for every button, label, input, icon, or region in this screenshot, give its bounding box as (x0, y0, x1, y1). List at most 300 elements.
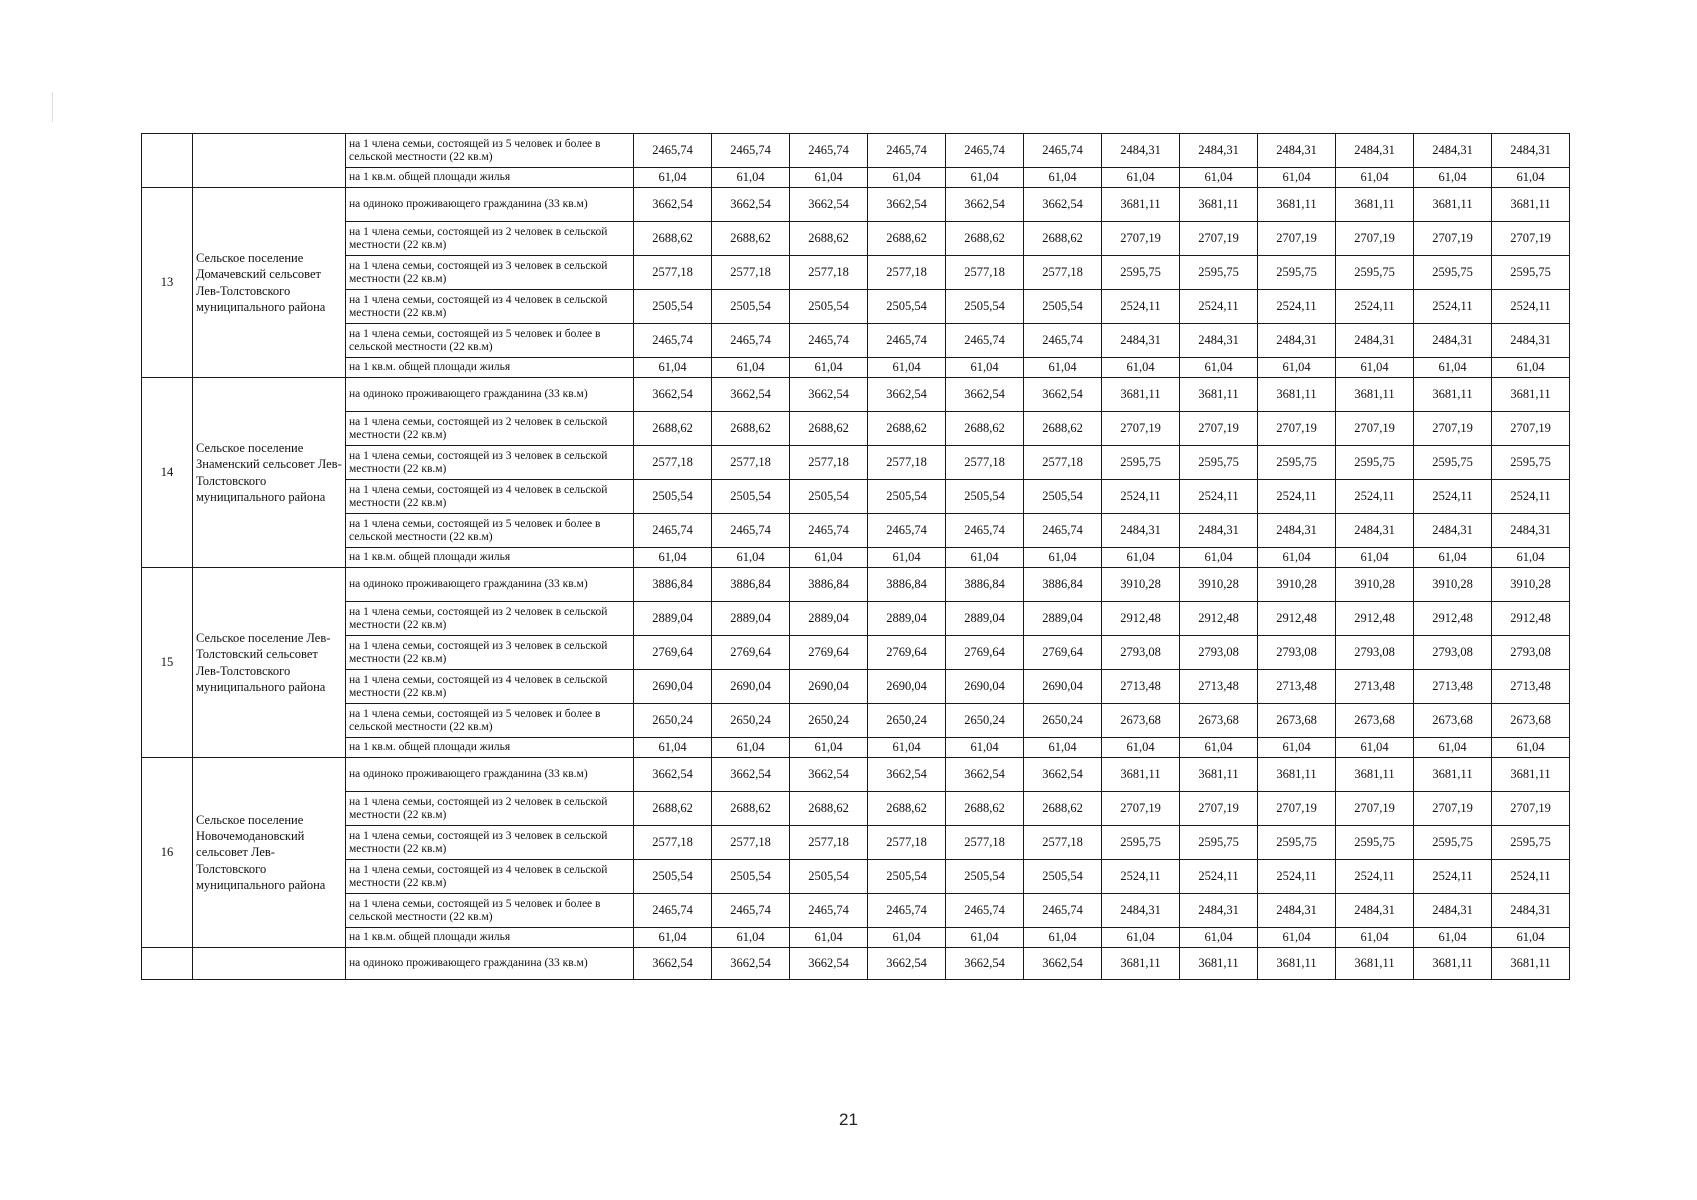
value-cell: 3662,54 (1024, 188, 1102, 222)
value-cell: 2465,74 (634, 894, 712, 928)
value-cell: 3681,11 (1102, 378, 1180, 412)
table-row (142, 704, 1570, 738)
value-cell: 2595,75 (1492, 446, 1570, 480)
value-cell: 3662,54 (634, 948, 712, 980)
value-cell: 61,04 (1336, 738, 1414, 758)
table-row (142, 738, 1570, 758)
norm-category-label: на 1 члена семьи, состоящей из 3 человек в сельской местности (22 кв.м) (349, 830, 608, 855)
value-cell: 61,04 (1258, 358, 1336, 378)
value-cell: 2707,19 (1102, 412, 1180, 446)
value-cell: 2484,31 (1492, 324, 1570, 358)
value-cell: 61,04 (868, 548, 946, 568)
value-cell: 61,04 (946, 548, 1024, 568)
value-cell: 3662,54 (946, 758, 1024, 792)
table-row (142, 548, 1570, 568)
value-cell: 2505,54 (868, 860, 946, 894)
value-cell: 2505,54 (790, 290, 868, 324)
value-cell: 2688,62 (1024, 792, 1102, 826)
value-cell: 2769,64 (946, 636, 1024, 670)
value-cell: 2577,18 (946, 446, 1024, 480)
value-cell: 61,04 (712, 168, 790, 188)
value-cell: 3662,54 (634, 378, 712, 412)
norm-category-label: на одиноко проживающего гражданина (33 кв.м) (349, 388, 588, 401)
value-cell: 2465,74 (946, 134, 1024, 168)
value-cell: 2577,18 (868, 256, 946, 290)
settlement-name (193, 134, 346, 188)
value-cell: 2650,24 (946, 704, 1024, 738)
value-cell: 2465,74 (634, 134, 712, 168)
value-cell: 2707,19 (1336, 412, 1414, 446)
value-cell: 3681,11 (1414, 948, 1492, 980)
value-cell: 2484,31 (1258, 134, 1336, 168)
value-cell: 61,04 (1492, 358, 1570, 378)
value-cell: 3681,11 (1414, 758, 1492, 792)
norm-category-label: на 1 члена семьи, состоящей из 2 человек в сельской местности (22 кв.м) (349, 796, 608, 821)
value-cell: 3662,54 (712, 758, 790, 792)
value-cell: 2577,18 (1024, 446, 1102, 480)
value-cell: 61,04 (634, 168, 712, 188)
table-row (142, 792, 1570, 826)
value-cell: 2505,54 (712, 480, 790, 514)
norm-category (346, 290, 634, 324)
value-cell: 3910,28 (1336, 568, 1414, 602)
value-cell: 2793,08 (1336, 636, 1414, 670)
value-cell: 61,04 (1024, 548, 1102, 568)
norm-category-label: на 1 члена семьи, состоящей из 4 человек в сельской местности (22 кв.м) (349, 674, 608, 699)
value-cell: 61,04 (712, 548, 790, 568)
value-cell: 3910,28 (1414, 568, 1492, 602)
value-cell: 2713,48 (1102, 670, 1180, 704)
value-cell: 2465,74 (1024, 324, 1102, 358)
value-cell: 2484,31 (1102, 894, 1180, 928)
value-cell: 3886,84 (790, 568, 868, 602)
value-cell: 61,04 (868, 358, 946, 378)
value-cell: 61,04 (1336, 548, 1414, 568)
norm-category-label: на 1 кв.м. общей площади жилья (349, 551, 511, 564)
value-cell: 2688,62 (790, 412, 868, 446)
value-cell: 2912,48 (1258, 602, 1336, 636)
value-cell: 61,04 (946, 358, 1024, 378)
value-cell: 2505,54 (868, 290, 946, 324)
value-cell: 2524,11 (1180, 480, 1258, 514)
settlement-name: Сельское поселение Знаменский сельсовет Лев-Толстовского муниципального района (193, 378, 346, 568)
value-cell: 2650,24 (790, 704, 868, 738)
value-cell: 2577,18 (712, 826, 790, 860)
norm-category-label: на 1 члена семьи, состоящей из 5 человек и более в сельской местности (22 кв.м) (349, 708, 601, 733)
value-cell: 61,04 (868, 738, 946, 758)
value-cell: 2595,75 (1258, 256, 1336, 290)
value-cell: 2688,62 (712, 222, 790, 256)
value-cell: 3662,54 (634, 758, 712, 792)
value-cell: 2465,74 (790, 134, 868, 168)
value-cell: 2707,19 (1258, 792, 1336, 826)
value-cell: 61,04 (1180, 548, 1258, 568)
value-cell: 3910,28 (1492, 568, 1570, 602)
value-cell: 2707,19 (1414, 222, 1492, 256)
value-cell: 2484,31 (1492, 134, 1570, 168)
table-row (142, 378, 1570, 412)
value-cell: 2524,11 (1102, 290, 1180, 324)
value-cell: 2465,74 (790, 324, 868, 358)
norm-category (346, 792, 634, 826)
value-cell: 2769,64 (790, 636, 868, 670)
value-cell: 2524,11 (1336, 290, 1414, 324)
norm-category-label: на одиноко проживающего гражданина (33 кв.м) (349, 957, 588, 970)
value-cell: 3681,11 (1180, 188, 1258, 222)
value-cell: 2465,74 (790, 514, 868, 548)
value-cell: 2595,75 (1102, 446, 1180, 480)
value-cell: 2707,19 (1492, 792, 1570, 826)
value-cell: 3681,11 (1336, 378, 1414, 412)
value-cell: 3681,11 (1180, 948, 1258, 980)
value-cell: 3662,54 (712, 378, 790, 412)
value-cell: 2595,75 (1336, 446, 1414, 480)
norm-category (346, 256, 634, 290)
norm-category (346, 636, 634, 670)
value-cell: 2793,08 (1180, 636, 1258, 670)
norm-category (346, 670, 634, 704)
value-cell: 2690,04 (712, 670, 790, 704)
value-cell: 2524,11 (1492, 290, 1570, 324)
value-cell: 3681,11 (1180, 378, 1258, 412)
value-cell: 2707,19 (1492, 222, 1570, 256)
value-cell: 2595,75 (1414, 256, 1492, 290)
value-cell: 2484,31 (1180, 514, 1258, 548)
norm-category (346, 168, 634, 188)
value-cell: 61,04 (1180, 928, 1258, 948)
norm-category (346, 860, 634, 894)
table-row (142, 894, 1570, 928)
value-cell: 61,04 (1102, 738, 1180, 758)
value-cell: 3681,11 (1258, 188, 1336, 222)
table-row (142, 826, 1570, 860)
value-cell: 2688,62 (868, 222, 946, 256)
value-cell: 3662,54 (1024, 758, 1102, 792)
value-cell: 3681,11 (1492, 948, 1570, 980)
value-cell: 2577,18 (790, 256, 868, 290)
settlement-name (193, 948, 346, 980)
value-cell: 2465,74 (1024, 514, 1102, 548)
value-cell: 2912,48 (1336, 602, 1414, 636)
table-row (142, 446, 1570, 480)
value-cell: 2707,19 (1102, 792, 1180, 826)
value-cell: 3662,54 (868, 758, 946, 792)
value-cell: 61,04 (868, 928, 946, 948)
value-cell: 2707,19 (1492, 412, 1570, 446)
value-cell: 2688,62 (712, 792, 790, 826)
value-cell: 3681,11 (1258, 758, 1336, 792)
value-cell: 2465,74 (946, 514, 1024, 548)
value-cell: 2673,68 (1258, 704, 1336, 738)
norm-category (346, 548, 634, 568)
value-cell: 2524,11 (1102, 860, 1180, 894)
value-cell: 61,04 (1492, 168, 1570, 188)
value-cell: 2577,18 (634, 826, 712, 860)
norm-category (346, 568, 634, 602)
norm-category (346, 134, 634, 168)
value-cell: 2484,31 (1180, 894, 1258, 928)
value-cell: 2577,18 (946, 256, 1024, 290)
value-cell: 2688,62 (634, 412, 712, 446)
value-cell: 3662,54 (790, 948, 868, 980)
value-cell: 2595,75 (1180, 446, 1258, 480)
value-cell: 2577,18 (868, 446, 946, 480)
value-cell: 61,04 (1180, 358, 1258, 378)
value-cell: 2505,54 (1024, 290, 1102, 324)
value-cell: 2707,19 (1336, 222, 1414, 256)
value-cell: 2650,24 (712, 704, 790, 738)
value-cell: 2505,54 (946, 290, 1024, 324)
value-cell: 3662,54 (946, 378, 1024, 412)
value-cell: 2688,62 (946, 412, 1024, 446)
value-cell: 2484,31 (1414, 514, 1492, 548)
value-cell: 2524,11 (1258, 290, 1336, 324)
value-cell: 2465,74 (712, 514, 790, 548)
page-number: 21 (839, 1110, 858, 1129)
value-cell: 2484,31 (1258, 894, 1336, 928)
value-cell: 3681,11 (1492, 188, 1570, 222)
value-cell: 2912,48 (1180, 602, 1258, 636)
settlement-name: Сельское поселение Новочемодановский сельсовет Лев-Толстовского муниципального района (193, 758, 346, 948)
norm-category-label: на 1 члена семьи, состоящей из 2 человек в сельской местности (22 кв.м) (349, 416, 608, 441)
value-cell: 2769,64 (712, 636, 790, 670)
value-cell: 2912,48 (1102, 602, 1180, 636)
norm-category-label: на одиноко проживающего гражданина (33 кв.м) (349, 768, 588, 781)
value-cell: 3662,54 (634, 188, 712, 222)
table-row (142, 222, 1570, 256)
value-cell: 2595,75 (1336, 826, 1414, 860)
value-cell: 3681,11 (1258, 378, 1336, 412)
norm-category-label: на 1 члена семьи, состоящей из 4 человек в сельской местности (22 кв.м) (349, 484, 608, 509)
value-cell: 2595,75 (1414, 826, 1492, 860)
value-cell: 61,04 (946, 738, 1024, 758)
value-cell: 2793,08 (1258, 636, 1336, 670)
value-cell: 2673,68 (1102, 704, 1180, 738)
value-cell: 2484,31 (1336, 134, 1414, 168)
value-cell: 2595,75 (1492, 826, 1570, 860)
value-cell: 2673,68 (1180, 704, 1258, 738)
value-cell: 2690,04 (1024, 670, 1102, 704)
value-cell: 3681,11 (1258, 948, 1336, 980)
value-cell: 2505,54 (868, 480, 946, 514)
value-cell: 2505,54 (634, 290, 712, 324)
value-cell: 2484,31 (1414, 324, 1492, 358)
norm-category (346, 412, 634, 446)
norm-category-label: на одиноко проживающего гражданина (33 кв.м) (349, 578, 588, 591)
value-cell: 2465,74 (868, 324, 946, 358)
value-cell: 2524,11 (1414, 290, 1492, 324)
value-cell: 2650,24 (1024, 704, 1102, 738)
value-cell: 2707,19 (1180, 792, 1258, 826)
value-cell: 2484,31 (1258, 324, 1336, 358)
value-cell: 2524,11 (1258, 860, 1336, 894)
value-cell: 61,04 (1258, 738, 1336, 758)
value-cell: 2713,48 (1180, 670, 1258, 704)
value-cell: 2484,31 (1336, 514, 1414, 548)
value-cell: 2707,19 (1180, 222, 1258, 256)
value-cell: 2524,11 (1258, 480, 1336, 514)
value-cell: 2793,08 (1102, 636, 1180, 670)
norm-category (346, 222, 634, 256)
norm-category (346, 894, 634, 928)
settlement-number: 14 (142, 378, 193, 568)
value-cell: 2524,11 (1102, 480, 1180, 514)
table-row (142, 256, 1570, 290)
value-cell: 61,04 (790, 168, 868, 188)
value-cell: 3662,54 (946, 948, 1024, 980)
value-cell: 3681,11 (1414, 188, 1492, 222)
value-cell: 2889,04 (1024, 602, 1102, 636)
value-cell: 2484,31 (1492, 514, 1570, 548)
value-cell: 2505,54 (790, 860, 868, 894)
table-row (142, 480, 1570, 514)
value-cell: 2769,64 (634, 636, 712, 670)
value-cell: 61,04 (946, 168, 1024, 188)
value-cell: 2793,08 (1492, 636, 1570, 670)
value-cell: 2465,74 (868, 894, 946, 928)
value-cell: 2465,74 (1024, 134, 1102, 168)
value-cell: 2505,54 (712, 860, 790, 894)
value-cell: 61,04 (790, 928, 868, 948)
value-cell: 2650,24 (868, 704, 946, 738)
value-cell: 61,04 (712, 928, 790, 948)
norm-category-label: на 1 члена семьи, состоящей из 3 человек в сельской местности (22 кв.м) (349, 640, 608, 665)
norm-category-label: на 1 кв.м. общей площади жилья (349, 171, 511, 184)
value-cell: 61,04 (1492, 738, 1570, 758)
value-cell: 61,04 (634, 548, 712, 568)
value-cell: 2505,54 (946, 860, 1024, 894)
norm-category (346, 188, 634, 222)
value-cell: 2484,31 (1102, 514, 1180, 548)
value-cell: 3681,11 (1492, 378, 1570, 412)
value-cell: 3886,84 (868, 568, 946, 602)
value-cell: 2595,75 (1102, 256, 1180, 290)
value-cell: 2688,62 (790, 792, 868, 826)
value-cell: 2595,75 (1258, 826, 1336, 860)
value-cell: 3662,54 (712, 188, 790, 222)
value-cell: 61,04 (1414, 548, 1492, 568)
value-cell: 2577,18 (946, 826, 1024, 860)
table-row (142, 134, 1570, 168)
value-cell: 2713,48 (1336, 670, 1414, 704)
value-cell: 61,04 (946, 928, 1024, 948)
table-row (142, 948, 1570, 980)
value-cell: 3681,11 (1336, 948, 1414, 980)
value-cell: 2577,18 (634, 256, 712, 290)
value-cell: 2595,75 (1180, 256, 1258, 290)
value-cell: 2889,04 (868, 602, 946, 636)
value-cell: 2690,04 (946, 670, 1024, 704)
value-cell: 2673,68 (1336, 704, 1414, 738)
value-cell: 61,04 (634, 358, 712, 378)
value-cell: 3662,54 (868, 378, 946, 412)
value-cell: 2505,54 (634, 860, 712, 894)
value-cell: 61,04 (1102, 928, 1180, 948)
value-cell: 2688,62 (868, 792, 946, 826)
value-cell: 2595,75 (1336, 256, 1414, 290)
value-cell: 2524,11 (1180, 860, 1258, 894)
value-cell: 61,04 (1102, 358, 1180, 378)
value-cell: 61,04 (790, 548, 868, 568)
value-cell: 2707,19 (1414, 412, 1492, 446)
norm-category-label: на одиноко проживающего гражданина (33 кв.м) (349, 198, 588, 211)
settlement-number: 15 (142, 568, 193, 758)
norm-category (346, 758, 634, 792)
value-cell: 3886,84 (946, 568, 1024, 602)
settlement-number (142, 134, 193, 188)
value-cell: 3681,11 (1102, 188, 1180, 222)
value-cell: 2688,62 (1024, 412, 1102, 446)
value-cell: 2912,48 (1492, 602, 1570, 636)
value-cell: 61,04 (1024, 738, 1102, 758)
norm-category-label: на 1 кв.м. общей площади жилья (349, 931, 511, 944)
norm-category-label: на 1 члена семьи, состоящей из 5 человек и более в сельской местности (22 кв.м) (349, 898, 601, 923)
value-cell: 2577,18 (1024, 826, 1102, 860)
value-cell: 61,04 (1180, 738, 1258, 758)
norm-category-label: на 1 члена семьи, состоящей из 2 человек в сельской местности (22 кв.м) (349, 226, 608, 251)
value-cell: 2465,74 (946, 894, 1024, 928)
value-cell: 61,04 (634, 738, 712, 758)
value-cell: 61,04 (1414, 358, 1492, 378)
value-cell: 61,04 (712, 738, 790, 758)
value-cell: 2688,62 (868, 412, 946, 446)
value-cell: 2465,74 (634, 514, 712, 548)
table-row (142, 324, 1570, 358)
table-body (142, 134, 1570, 980)
value-cell: 2484,31 (1414, 134, 1492, 168)
settlement-number: 16 (142, 758, 193, 948)
value-cell: 2595,75 (1180, 826, 1258, 860)
value-cell: 61,04 (1414, 738, 1492, 758)
value-cell: 2505,54 (1024, 860, 1102, 894)
table-row (142, 568, 1570, 602)
value-cell: 61,04 (1102, 548, 1180, 568)
value-cell: 2690,04 (634, 670, 712, 704)
norm-category-label: на 1 кв.м. общей площади жилья (349, 741, 511, 754)
value-cell: 2465,74 (712, 134, 790, 168)
norm-category (346, 378, 634, 412)
value-cell: 2707,19 (1258, 412, 1336, 446)
value-cell: 2484,31 (1180, 134, 1258, 168)
value-cell: 3681,11 (1336, 758, 1414, 792)
table-row (142, 290, 1570, 324)
value-cell: 61,04 (1024, 168, 1102, 188)
value-cell: 2889,04 (946, 602, 1024, 636)
value-cell: 2577,18 (790, 826, 868, 860)
value-cell: 2688,62 (634, 222, 712, 256)
value-cell: 61,04 (1336, 168, 1414, 188)
scan-margin-mark (52, 92, 53, 122)
value-cell: 2465,74 (1024, 894, 1102, 928)
value-cell: 3662,54 (712, 948, 790, 980)
table-row (142, 412, 1570, 446)
norm-category (346, 738, 634, 758)
value-cell: 2690,04 (790, 670, 868, 704)
norm-category-label: на 1 члена семьи, состоящей из 5 человек и более в сельской местности (22 кв.м) (349, 518, 601, 543)
value-cell: 61,04 (1024, 928, 1102, 948)
value-cell: 3681,11 (1102, 948, 1180, 980)
value-cell: 2577,18 (868, 826, 946, 860)
value-cell: 3681,11 (1102, 758, 1180, 792)
table-row (142, 758, 1570, 792)
value-cell: 2524,11 (1492, 480, 1570, 514)
value-cell: 2577,18 (712, 256, 790, 290)
value-cell: 3662,54 (868, 948, 946, 980)
value-cell: 3910,28 (1102, 568, 1180, 602)
table-row (142, 670, 1570, 704)
value-cell: 3910,28 (1180, 568, 1258, 602)
table-row (142, 514, 1570, 548)
